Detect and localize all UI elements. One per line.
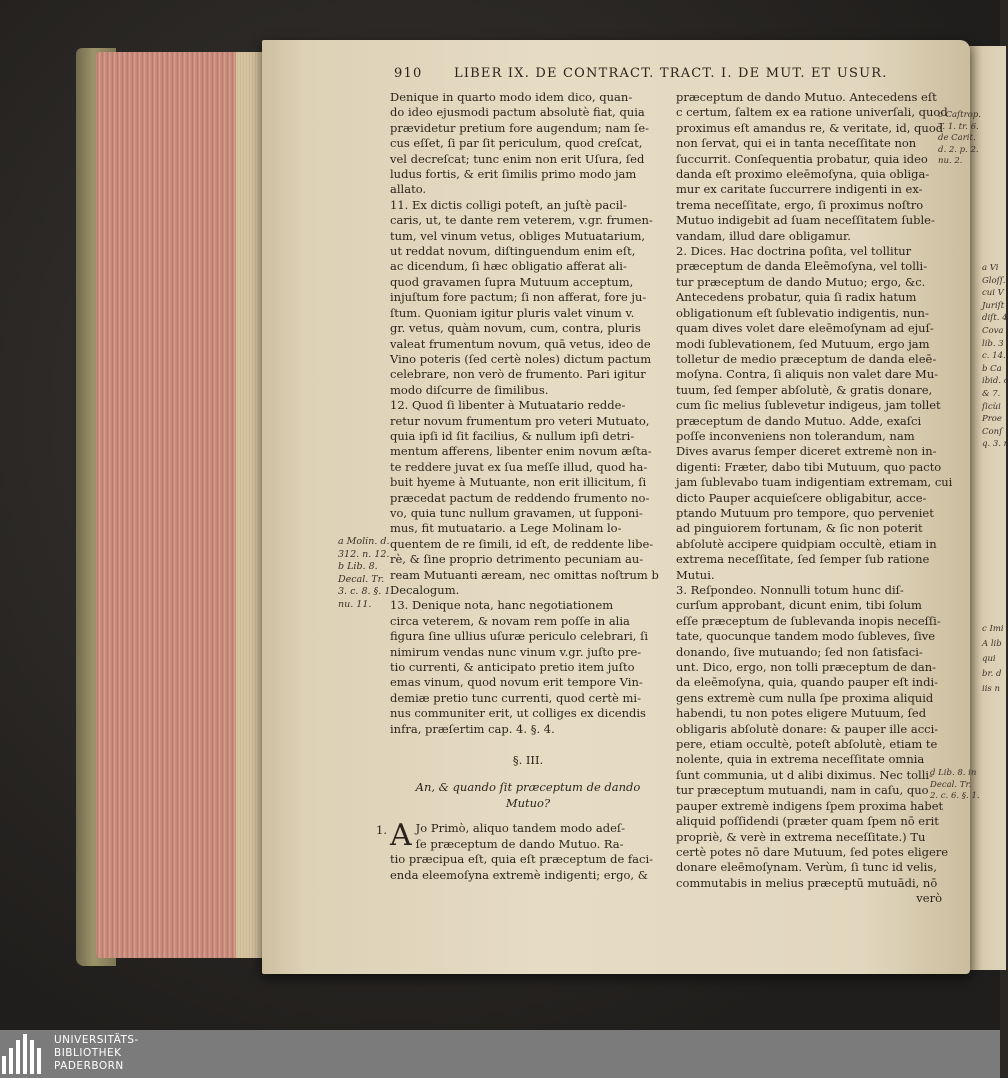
- page-number: 910: [394, 66, 423, 81]
- text-line: q. 3. r: [982, 439, 1008, 450]
- item-number: 1.: [376, 823, 387, 838]
- text-line: ream Mutuanti æream, nec omittas noſtrum b: [390, 567, 659, 582]
- text-line: Cova: [982, 325, 1004, 336]
- text-line: br. d: [982, 669, 1002, 679]
- library-footer: [0, 1030, 1000, 1078]
- text-line: aliquid poſſidendi (præter quam ſpem nō erit: [676, 814, 939, 829]
- text-line: & 7.: [982, 388, 1001, 399]
- text-line: emas vinum, quod novum erit tempore Vin-: [390, 675, 643, 690]
- text-line: cum ſic melius ſublevetur indigeus, jam tollet: [676, 398, 941, 413]
- text-line: allato.: [390, 182, 427, 197]
- text-line: cus eſſet, ſi par ſit periculum, quod creſcat,: [390, 136, 643, 151]
- facing-page: [966, 46, 1006, 970]
- text-line: ibid. c: [982, 376, 1008, 387]
- text-line: gens extremè cum nulla ſpe proxima aliquid: [676, 690, 934, 705]
- text-line: certè potes nō dare Mutuum, ſed potes eligere: [676, 844, 949, 859]
- text-line: cui V: [982, 288, 1004, 299]
- text-line: modi ſublevationem, ſed Mutuum, ergo jam: [676, 336, 930, 351]
- text-line: diſt. 4: [982, 313, 1008, 324]
- text-line: 2. c. 6. §. 1.: [930, 791, 980, 801]
- text-line: præcedat pactum de reddendo frumento no-: [390, 490, 650, 505]
- text-line: vel decreſcat; tunc enim non erit Uſura, ſed: [390, 151, 645, 166]
- text-line: c certum, ſaltem ex ea ratione univerſali, quod: [676, 105, 948, 120]
- text-line: celebrare, non verò de frumento. Pari igitur: [390, 367, 646, 382]
- text-line: ſicùi: [982, 401, 1001, 412]
- text-line: 2. Dices. Hac doctrina poſita, vel tollitur: [676, 244, 912, 259]
- text-line: 13. Denique nota, hanc negotiationem: [390, 598, 614, 613]
- text-line: enda eleemoſyna extremè indigenti; ergo, &: [390, 867, 648, 882]
- text-line: nolente, quia in extrema neceſſitate omnia: [676, 752, 925, 767]
- text-line: danda eſt proximo eleēmoſyna, quia obliga-: [676, 167, 930, 182]
- text-line: præceptum de danda Eleēmoſyna, vel tolli-: [676, 259, 928, 274]
- text-line: d Lib. 8. in: [930, 768, 977, 778]
- text-line: dicto Pauper acquieſcere obligabitur, acce-: [676, 490, 927, 505]
- text-line: 12. Quod ſi libenter à Mutuatario redde-: [390, 398, 626, 413]
- text-line: eſſe præceptum de ſublevanda inopis neceſſi-: [676, 613, 941, 628]
- text-line: tate, quocunque tandem modo ſubleves, ſive: [676, 629, 936, 644]
- text-line: a Vi: [982, 263, 999, 273]
- text-line: ptando Mutuum pro tempore, quo perveniet: [676, 505, 934, 520]
- text-line: 312. n. 12.: [338, 548, 390, 560]
- text-line: quod gravamen ſupra Mutuum acceptum,: [390, 274, 634, 289]
- left-column: [376, 90, 666, 883]
- text-line: donare eleēmoſynam. Verùm, ſi tunc id velis,: [676, 860, 937, 875]
- text-line: proximus eſt amandus re, & veritate, id, quod: [676, 120, 944, 135]
- margin-notes-right-c: [938, 110, 981, 168]
- next-page-margin-2: [982, 622, 1004, 697]
- text-line: d. 2. p. 2.: [938, 144, 979, 155]
- drop-cap: A: [390, 818, 412, 854]
- text-line: Mutuo indigebit ad ſuam neceſſitatem ſuble-: [676, 213, 935, 228]
- section-number: §. III.: [512, 753, 544, 768]
- text-line: Jo Primò, aliquo tandem modo adeſ-: [415, 821, 626, 836]
- text-line: commutabis in melius præceptū mutuādi, nō: [676, 875, 938, 890]
- text-line: mentum afferens, libenter enim novum æſta-: [390, 444, 652, 459]
- library-logo-icon: [0, 1034, 46, 1074]
- text-line: ſuccurrit. Conſequentia probatur, quia ideo: [676, 151, 928, 166]
- text-line: da eleēmoſyna, quia, quando pauper eſt indi-: [676, 675, 939, 690]
- text-line: præceptum de dando Mutuo. Antecedens eſt: [676, 90, 937, 104]
- text-line: de Carit.: [938, 133, 976, 143]
- text-line: c Imi: [982, 624, 1004, 634]
- text-line: quentem de re ſimili, id eſt, de reddente libe-: [390, 536, 654, 551]
- text-line: tum, vel vinum vetus, obliges Mutuatarium,: [390, 228, 646, 243]
- text-line: quam dives volet dare eleēmoſynam ad ejuſ-: [676, 321, 934, 336]
- text-line: ac dicendum, ſi hæc obligatio afferat ali-: [390, 259, 627, 274]
- text-line: ad pinguiorem fortunam, & ſic non poterit: [676, 521, 923, 536]
- library-line-3: PADERBORN: [54, 1060, 124, 1072]
- text-line: abſolutè accipere quidpiam occultè, etiam in: [676, 536, 937, 551]
- text-line: obligaris abſolutè donare: & pauper ille acci-: [676, 721, 939, 736]
- text-line: nimirum vendas nunc vinum v.gr. juſto pre-: [390, 644, 642, 659]
- text-line: pere, etiam occultè, poteſt abſolutè, etiam te: [676, 737, 938, 752]
- page-edges: [96, 52, 266, 958]
- text-line: mur ex caritate ſuccurrere indigenti in ex-: [676, 182, 923, 197]
- text-line: moſyna. Contra, ſi aliquis non valet dare Mu-: [676, 367, 939, 382]
- text-line: modo diſcurre de ſimilibus.: [390, 382, 549, 397]
- text-line: do ideo ejusmodi pactum absolutè fiat, quia: [390, 105, 645, 120]
- text-line: pauper extremè indigens ſpem proxima habet: [676, 798, 944, 813]
- text-line: curſum approbant, dicunt enim, tibi ſolum: [676, 598, 922, 613]
- text-line: te reddere juvat ex ſua meſſe illud, quod ha-: [390, 459, 648, 474]
- text-line: Decalogum.: [390, 583, 460, 597]
- catchword: verò: [916, 891, 942, 906]
- text-line: b Ca: [982, 363, 1002, 374]
- text-line: buit hyeme à Mutuante, non erit illicitum, ſi: [390, 475, 647, 490]
- text-line: Dives avarus ſemper diceret extremè non in-: [676, 444, 937, 459]
- text-line: nu. 11.: [338, 598, 372, 610]
- text-line: Decal. Tr.: [338, 573, 385, 585]
- text-line: c. 14.: [982, 351, 1006, 362]
- text-line: A lib: [982, 639, 1002, 649]
- text-line: nus communiter erit, ut colliges ex dicendis: [390, 706, 646, 721]
- text-line: lib. 3: [982, 338, 1004, 349]
- text-line: præceptum de dando Mutuo. Adde, exaſci: [676, 413, 922, 428]
- text-line: donando, ſive mutuando; ſed non ſatisfaci-: [676, 644, 923, 659]
- text-line: Denique in quarto modo idem dico, quan-: [390, 90, 633, 104]
- text-line: Conſ: [982, 426, 1003, 437]
- text-line: obligationum eſt ſublevatio indigentis, nun-: [676, 305, 929, 320]
- text-line: mus, fit mutuatario. a Lege Molinam lo-: [390, 521, 622, 536]
- text-line: tio currenti, & anticipato pretio item juſto: [390, 660, 635, 675]
- text-line: jam ſublevabo tuam indigentiam extremam, cui: [676, 475, 953, 490]
- running-title: LIBER IX. DE CONTRACT. TRACT. I. DE MUT. ET USUR.: [454, 66, 888, 81]
- text-line: iis n: [982, 684, 1000, 694]
- text-line: unt. Dico, ergo, non tolli præceptum de dan-: [676, 660, 937, 675]
- text-line: tur præceptum de dando Mutuo; ergo, &c.: [676, 274, 926, 289]
- text-line: vo, quia tunc nullum gravamen, ut ſupponi-: [390, 505, 643, 520]
- text-line: Gloſſ.: [982, 275, 1006, 286]
- text-line: poſſe inconveniens non tolerandum, nam: [676, 428, 915, 443]
- margin-notes-left: [338, 536, 393, 612]
- text-line: ſunt communia, ut d alibi diximus. Nec tolli-: [676, 767, 933, 782]
- text-line: extrema neceſſitate, ſed ſemper ſub ratione: [676, 552, 930, 567]
- text-line: tio præcipua eſt, quia eſt præceptum de faci-: [390, 852, 654, 867]
- text-line: quia ipſi id ſit facilius, & nullum ipſi detri-: [390, 428, 635, 443]
- text-line: tolletur de medio præceptum de danda eleē-: [676, 351, 937, 366]
- text-line: c Caſtrop.: [938, 110, 981, 120]
- margin-notes-right-d: [930, 768, 980, 803]
- text-line: tur præceptum mutuandi, nam in caſu, quo: [676, 783, 929, 798]
- text-line: rè, & ſine proprio detrimento pecuniam au-: [390, 552, 644, 567]
- text-line: Proe: [982, 414, 1002, 425]
- text-line: qui: [982, 654, 996, 664]
- text-line: tuum, ſed ſemper abſolutè, & gratis donare,: [676, 382, 933, 397]
- library-line-1: UNIVERSITÄTS-: [54, 1034, 139, 1046]
- text-line: prævidetur pretium fore augendum; nam ſe-: [390, 120, 650, 135]
- next-page-margin-1: [982, 262, 1008, 451]
- section-title: An, & quando ſit præceptum de dando: [415, 780, 641, 795]
- library-line-2: BIBLIOTHEK: [54, 1047, 122, 1059]
- text-line: Vino poteris (ſed certè noles) dictum pactum: [390, 351, 652, 366]
- text-line: valeat frumentum novum, quā vetus, ideo de: [390, 336, 651, 351]
- text-line: b Lib. 8.: [338, 561, 378, 573]
- text-line: 3. c. 8. §. 1.: [338, 586, 394, 598]
- text-line: gr. vetus, quàm novum, cum, contra, pluris: [390, 321, 641, 336]
- text-line: Antecedens probatur, quia ſi radix hatum: [676, 290, 917, 305]
- text-line: circa veterem, & novam rem poſſe in alia: [390, 613, 630, 628]
- text-line: a Molin. d.: [338, 536, 390, 547]
- section-title-cont: Mutuo?: [505, 795, 551, 810]
- text-line: ſtum. Quoniam igitur pluris valet vinum v.: [390, 305, 635, 320]
- text-line: 11. Ex dictis colligi poteſt, an juſtè pacil-: [390, 197, 627, 212]
- text-line: ludus fortis, & erit ſimilis primo modo jam: [390, 167, 637, 182]
- text-line: Mutui.: [676, 567, 715, 582]
- text-line: infra, præſertim cap. 4. §. 4.: [390, 721, 555, 736]
- text-line: ſe præceptum de dando Mutuo. Ra-: [415, 836, 624, 851]
- text-line: digenti: Fræter, dabo tibi Mutuum, quo pacto: [676, 459, 942, 474]
- text-line: Decal. Tr.: [930, 779, 972, 790]
- text-line: 3. Reſpondeo. Nonnulli totum hunc diſ-: [676, 583, 904, 597]
- text-line: figura ſine ullius uſuræ periculo celebrari, ſi: [390, 629, 648, 644]
- text-line: habendi, tu non potes eligere Mutuum, ſed: [676, 706, 927, 721]
- library-name: [54, 1034, 139, 1073]
- text-line: nu. 2.: [938, 156, 963, 166]
- text-line: non ſervat, qui ei in tanta neceſſitate non: [676, 136, 917, 151]
- text-line: Juriſt: [982, 300, 1005, 311]
- text-line: ut reddat novum, diſtinguendum enim eſt,: [390, 244, 636, 259]
- text-line: vandam, illud dare obligamur.: [676, 228, 851, 243]
- text-line: caris, ut, te dante rem veterem, v.gr. frumen-: [390, 213, 653, 228]
- text-line: demiæ pretio tunc currenti, quod certè mi-: [390, 690, 641, 705]
- text-line: propriè, & verè in extrema neceſſitate.) Tu: [676, 829, 926, 844]
- text-line: T. 1. tr. 6.: [938, 121, 979, 132]
- text-line: retur novum frumentum pro veteri Mutuato,: [390, 413, 650, 428]
- text-line: injuſtum fore pactum; ſi non afferat, fore ju-: [390, 290, 647, 305]
- text-line: trema neceſſitate, ergo, ſi proximus noſtro: [676, 197, 924, 212]
